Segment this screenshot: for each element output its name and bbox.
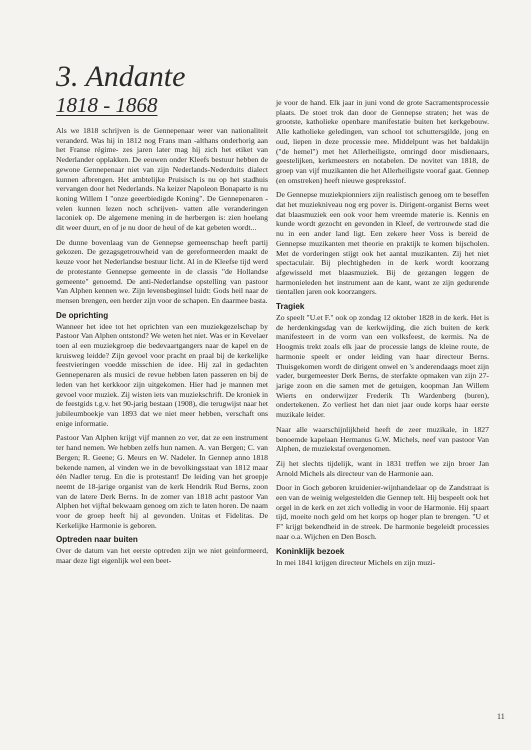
paragraph: Als we 1818 schrijven is de Gennepenaar weer van nationaliteit veranderd. Was hij in 1812 nog Frans man -althans onderhorig aan het Franse régime- zes jaren later mag hij zich het etiket van Nederlander opplakken. De eeuwen onder Kleefs bestuur hebben de gewone Gennepenaar niet van zijn Nederlands-Nederduits dialect kunnen afbrengen. Het ambtelijke Pruisisch is nu op het stadhuis vervangen door het Nederlands. Na keizer Napoleon Bonaparte is nu koning Willem I "onze geeerbiedigde Koning". De Gennepenaren -velen kunnen lezen noch schrijven- vatten alle veranderingen laconiek op. De algemene mening in de herbergen is: zien hoelang dit weer duurt, en of je nu door de heul of de kat gebeten wordt... [56, 126, 268, 233]
paragraph: je voor de hand. Elk jaar in juni vond de grote Sacramentsprocessie plaats. De stoet trok dan door de Gennepse straten; het was de grootste, katholieke openbare manifestatie buiten het kerkgebouw. Alle katholieke geledingen, van school tot schuttersgilde, jong en oud, liepen in deze processie mee. Middelpunt was het baldakijn ("de hemel") met het Allerheiligste, omringd door misdienaars, geestelijken, kerkmeesters en notabelen. De novitet van 1818, de groep van vijf muzikanten die het Allerheiligste vooraf gaat. Gennep (en omstreken) heeft nieuwe gespreksstof. [276, 98, 489, 185]
paragraph: De dunne bovenlaag van de Gennepse gemeenschap heeft partij gekozen. De gezagsgetrouwheid van de gereformeerden maakt de keuze voor het Nederlandse bestuur licht. Al in de Kleefse tijd werd de protestante Gennepse gemeente in de classis "de Hollandse gemeente" genoemd. De anti-Nederlandse opstelling van pastoor Van Alphen kennen we. Zijn levensbeginsel luidt: Gods heil naar de mensen brengen, een herder zijn voor de schapen. En daarmee basta. [56, 237, 268, 305]
paragraph: De Gennepse muziekpionniers zijn realistisch genoeg om te beseffen dat het muziekniveau nog erg pover is. Dirigent-organist Berns weet dat blaasmuziek een ook voor hem vreemde materie is. Kennis en kunde wordt gezocht en gevonden in Kleef, de vertrouwde stad die nu in een ander land ligt. Een zekere heer Voss is bereid de Gennepse muzikanten met theorie en praktijk te komen bijscholen. Met de vorderingen stijgt ook het aantal muzikanten. Zij het niet spectaculair. Bij plechtigheden in de kerk wordt koorzang afgewisseld met blaasmuziek. Bij de gezangen leggen de harmonieleden het instrument aan de kant, want ze zijn gedurende tientallen jaren ook koorzangers. [276, 190, 489, 297]
left-column [56, 126, 268, 571]
section-heading-tragiek: Tragiek [276, 302, 305, 312]
chapter-title: 3. Andante [56, 60, 186, 93]
paragraph: Wanneer het idee tot het oprichten van een muziekgezelschap by Pastoor Van Alphen ontstond? We weten het niet. Was er in Kevelaer toen al een muziekgroep die bedevaartgangers naar de kapel en de kruisweg leidde? Zijn gevoel voor pracht en praal bij de kerkelijke feestvieringen voedde misschien de idee. Hij zal in gedachten Gennepenaren als musici de revue hebben laten passeren en bij de leden van het kerkkoor zijn uitgekomen. Hier had je mannen met gevoel voor muziek. Zij wisten iets van muziekschrift. De kroniek in de feestgids t.g.v. het 90-jarig bestaan (1908), die terugwijst naar het jubileumboekje van 1893 dat we niet meer hebben, verschaft ons enige informatie. [56, 321, 268, 428]
paragraph: Zij het slechts tijdelijk, want in 1831 treffen we zijn broer Jan Arnold Michels als directeur van de Harmonie aan. [276, 458, 489, 478]
section-heading-oprichting: De oprichting [56, 310, 109, 320]
paragraph: Pastoor Van Alphen krijgt vijf mannen zo ver, dat ze een instrument ter hand nemen. We hebben zelfs hun namen. A. van Bergen; C. van Bergen; R. Geene; G. Meurs en W. Nadeler. In Gennep anno 1818 bekende namen, al vinden we in de bevolkingsstaat van 1812 maar één Nadler terug. En die is protestant! De leiding van het groepje neemt de 18-jarige organist van de kerk Hendrik Rud Berns, zoon van de latere Derk Berns. In de zomer van 1818 acht pastoor Van Alphen het vijftal bekwaam genoeg om zich te laten horen. De naam voor de groep heeft hij al gevonden. Unitas et Fidelitas. De Kerkelijke Harmonie is geboren. [56, 433, 268, 530]
page-number: 11 [497, 712, 505, 721]
paragraph: In mei 1841 krijgen directeur Michels en zijn muzi- [276, 557, 436, 567]
paragraph: Zo speelt "U.et F." ook op zondag 12 oktober 1828 in de kerk. Het is de herdenkingsdag van de kerkwijding, die zich buiten de kerk manifesteert in de vorm van een volksfeest, de kermis. Na de Hoogmis trekt zoals elk jaar de processie langs de kleine route, de harmonie speelt er onder leiding van haar directeur Berns. Thuisgekomen wordt de dirigent onwel en 's anderendaags moet zijn vader, burgemeester Derk Berns, de sterfakte opmaken van zijn 27-jarige zoon en die samen met de getuigen, koopman Jan Willem Wierts en onderwijzer Frederik Th Wardenberg (buren), ondertekenen. Zo verliest het dan niet jaar oude korps haar eerste muzikale leider. [276, 313, 489, 420]
paragraph: Door in Goch geboren kruidenier-wijnhandelaar op de Zandstraat is een van de weinig welgestelden die Gennep telt. Hij bespeelt ook het orgel in de kerk en zet zich volledig in voor de Harmonie. Hij spaart tijd, moeite noch geld om het korps op hoger plan te brengen. "U et F" krijgt bekendheid in de streek. De harmonie begeleidt processies naar o.a. Wijchen en Den Bosch. [276, 483, 489, 541]
paragraph: Naar alle waarschijnlijkheid heeft de zeer muzikale, in 1827 benoemde kapelaan Hermanus G.W. Michels, neef van pastoor Van Alphen, de muziekstaf overgenomen. [276, 424, 489, 454]
chapter-years: 1818 - 1868 [56, 93, 158, 117]
section-heading-optreden: Optreden naar buiten [56, 535, 138, 545]
section-heading-koninklijk: Koninklijk bezoek [276, 546, 345, 556]
paragraph: Over de datum van het eerste optreden zijn we niet geinformeerd, maar deze ligt eigenlijk wel een beet- [56, 546, 268, 566]
right-column [276, 98, 489, 572]
